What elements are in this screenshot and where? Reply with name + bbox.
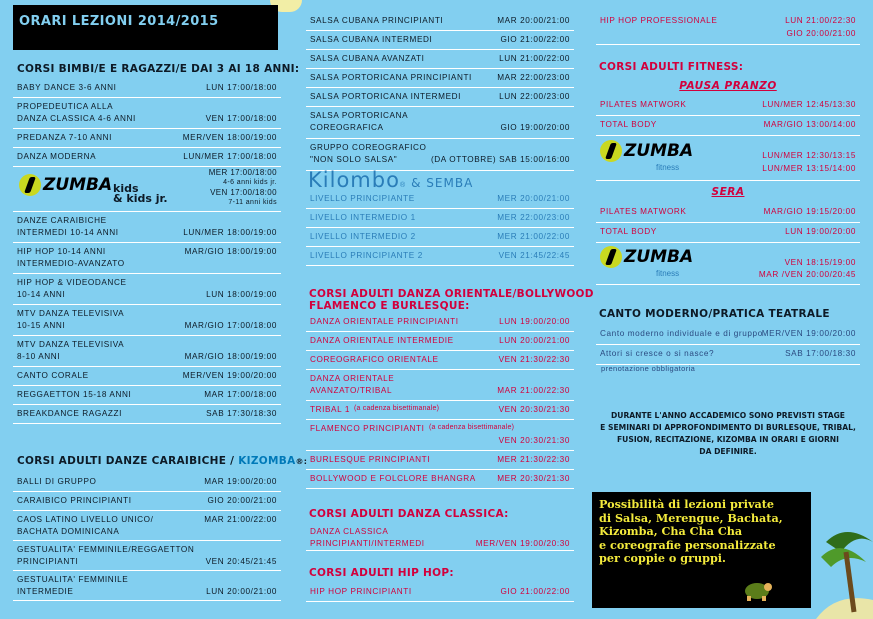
kids-schedule: [13, 79, 281, 167]
course-time: LUN/MER 18:00/19:00: [183, 228, 277, 237]
course-label: BREAKDANCE RAGAZZI: [17, 409, 122, 418]
schedule-row: [13, 386, 281, 405]
course-label: Canto moderno individuale e di gruppo: [600, 329, 763, 338]
schedule-row: [13, 405, 281, 424]
schedule-row: [13, 305, 281, 336]
course-time: VEN 21:45/22:45: [498, 251, 570, 260]
course-label: MTV DANZA TELEVISIVA: [17, 340, 125, 349]
schedule-row: [13, 473, 281, 492]
course-time: LUN 20:00/21:00: [206, 587, 277, 596]
course-label: COREOGRAFICO ORIENTALE: [310, 355, 439, 364]
schedule-row: [306, 247, 574, 266]
classica-label-1: DANZA CLASSICA: [310, 527, 389, 536]
schedule-row: [13, 336, 281, 367]
stage-line: DA DEFINIRE.: [699, 447, 757, 456]
kilombo-schedule: [306, 190, 574, 266]
course-label: CARAIBICO PRINCIPIANTI: [17, 496, 132, 505]
schedule-row: [13, 274, 281, 305]
hiphop-pro-label: HIP HOP PROFESSIONALE: [600, 16, 718, 25]
section-title-classica: CORSI ADULTI DANZA CLASSICA:: [309, 508, 509, 520]
prenotazione-note: prenotazione obbligatoria: [601, 364, 696, 373]
course-time: MER/VEN 18:00/19:00: [182, 133, 277, 142]
schedule-row: [306, 451, 574, 470]
course-time: GIO 19:00/20:00: [500, 123, 570, 132]
course-label: 8-10 ANNI: [17, 352, 61, 361]
course-label: DANZA ORIENTALE PRINCIPIANTI: [310, 317, 459, 326]
course-time: MER/VEN 19:00/20:00: [182, 371, 277, 380]
caraibiche-schedule: [13, 473, 281, 601]
course-time: VEN 20:45/21:45: [205, 557, 277, 566]
hiphop-pro-time-2: GIO 20:00/21:00: [786, 29, 856, 38]
course-time: MAR/GIO 18:00/19:00: [184, 247, 277, 256]
course-label: BOLLYWOOD E FOLCLORE BHANGRA: [310, 474, 476, 483]
course-label: 10-14 ANNI: [17, 290, 66, 299]
zumba1-time-2: LUN/MER 13:15/14:00: [762, 164, 856, 173]
course-time: SAB 17:00/18:30: [785, 349, 856, 358]
section-title-hiphop: CORSI ADULTI HIP HOP:: [309, 567, 454, 579]
page-title: ORARI LEZIONI 2014/2015: [19, 14, 219, 29]
zumba-fitness-sub: fitness: [656, 163, 680, 172]
schedule-row: [306, 69, 574, 88]
stage-line: E SEMINARI DI APPROFONDIMENTO DI BURLESQUE, TRIBAL,: [600, 423, 856, 432]
course-label: REGGAETTON 15-18 ANNI: [17, 390, 132, 399]
oriental-schedule: [306, 313, 574, 489]
schedule-row: [596, 345, 860, 365]
sera-schedule: [596, 203, 860, 243]
course-label: Attori si cresce o si nasce?: [600, 349, 715, 358]
zumba-kids-label: kids & kids jr.: [113, 182, 168, 205]
section-title-fitness: CORSI ADULTI FITNESS:: [599, 61, 744, 73]
hiphop-label: HIP HOP PRINCIPIANTI: [310, 587, 412, 596]
zumba2-time-1: VEN 18:15/19:00: [784, 258, 856, 267]
course-time: VEN 20:30/21:30: [498, 436, 570, 445]
schedule-row: [306, 401, 574, 420]
course-time: MAR 17:00/18:00: [204, 390, 277, 399]
zumba-logo-text: ZUMBA: [43, 175, 113, 195]
private-lessons-line: per coppie o gruppi.: [599, 551, 726, 565]
course-time: VEN 17:00/18:00: [205, 114, 277, 123]
course-time: MER/VEN 19:00/20:00: [761, 329, 856, 338]
course-time: GIO 21:00/22:00: [500, 35, 570, 44]
zumba-kids-block: [13, 166, 281, 212]
schedule-row: [13, 243, 281, 274]
schedule-row: [306, 470, 574, 489]
schedule-row: [306, 190, 574, 209]
course-time: LUN 19:00/20:00: [785, 227, 856, 236]
course-label: PROPEDEUTICA ALLA: [17, 102, 114, 111]
schedule-row: [306, 370, 574, 401]
schedule-row: [306, 50, 574, 69]
course-label: SALSA PORTORICANA INTERMEDI: [310, 92, 462, 101]
schedule-row: [306, 12, 574, 31]
hiphop-pro-row: [596, 12, 860, 45]
course-label: AVANZATO/TRIBAL: [310, 386, 393, 395]
zumba-fitness-block-2: [596, 242, 860, 285]
schedule-row: [596, 325, 860, 345]
course-time: MER 22:00/23:00: [497, 213, 570, 222]
schedule-row: [596, 223, 860, 243]
zumba-kids-age-2: 7-11 anni kids: [228, 199, 277, 206]
schedule-row: [306, 88, 574, 107]
course-time: MAR/GIO 13:00/14:00: [763, 120, 856, 129]
turtle-icon: [740, 576, 774, 602]
schedule-row: [306, 351, 574, 370]
course-label: LIVELLO PRINCIPIANTE: [310, 194, 415, 203]
course-label: DANZA ORIENTALE: [310, 374, 395, 383]
course-label: PILATES MATWORK: [600, 100, 687, 109]
private-lessons-line: Kizomba, Cha Cha Cha: [599, 524, 743, 538]
course-label: MTV DANZA TELEVISIVA: [17, 309, 125, 318]
zumba1-time-1: LUN/MER 12:30/13:15: [762, 151, 856, 160]
sera-heading: SERA: [711, 186, 745, 198]
course-label: HIP HOP 10-14 ANNI: [17, 247, 106, 256]
schedule-row: [306, 209, 574, 228]
schedule-row: [13, 571, 281, 601]
course-label: PILATES MATWORK: [600, 207, 687, 216]
course-time: MAR/GIO 17:00/18:00: [184, 321, 277, 330]
pausa-schedule: [596, 96, 860, 136]
schedule-row: [306, 228, 574, 247]
course-label: 10-15 ANNI: [17, 321, 66, 330]
course-label: CAOS LATINO LIVELLO UNICO/: [17, 515, 154, 524]
course-label: PREDANZA 7-10 ANNI: [17, 133, 112, 142]
zumba-logo-icon: [19, 174, 41, 196]
schedule-row: [306, 420, 574, 451]
course-time: MER 21:30/22:30: [497, 455, 570, 464]
schedule-row: [306, 332, 574, 351]
salsa-schedule: [306, 12, 574, 171]
course-label: LIVELLO INTERMEDIO 2: [310, 232, 416, 241]
zumba-logo-text: ZUMBA: [624, 141, 694, 161]
course-label: LIVELLO PRINCIPIANTE 2: [310, 251, 423, 260]
schedule-row: [306, 313, 574, 332]
course-time: LUN 21:00/22:00: [499, 54, 570, 63]
kilombo-logo: Kilombo ® & SEMBA: [308, 168, 474, 192]
course-label: DANZA ORIENTALE INTERMEDIE: [310, 336, 454, 345]
course-label: SALSA CUBANA INTERMEDI: [310, 35, 433, 44]
zumba-fitness-block-1: [596, 134, 860, 181]
course-label: INTERMEDIE: [17, 587, 74, 596]
stage-line: FUSION, RECITAZIONE, KIZOMBA IN ORARI E GIORNI: [617, 435, 839, 444]
course-label: DANZA MODERNA: [17, 152, 97, 161]
hiphop-time: GIO 21:00/22:00: [500, 587, 570, 596]
course-note: (a cadenza bisettimanale): [429, 424, 515, 431]
kids-schedule-2: [13, 212, 281, 424]
course-label: TOTAL BODY: [600, 120, 657, 129]
schedule-row: [13, 79, 281, 98]
private-lessons-line: di Salsa, Merengue, Bachata,: [599, 510, 783, 525]
section-title-kids: CORSI BIMBI/E E RAGAZZI/E DAI 3 AI 18 ANNI:: [17, 63, 300, 75]
classica-label-2: PRINCIPIANTI/INTERMEDI: [310, 539, 425, 548]
zumba-kids-age-1: 4-6 anni kids jr.: [223, 179, 277, 186]
schedule-row: [306, 107, 574, 139]
zumba-kids-time-1: MER 17:00/18:00: [208, 168, 277, 177]
course-label: BURLESQUE PRINCIPIANTI: [310, 455, 431, 464]
classica-time: MER/VEN 19:00/20:30: [475, 539, 570, 548]
schedule-row: [13, 511, 281, 541]
course-label: SALSA CUBANA PRINCIPIANTI: [310, 16, 444, 25]
schedule-row: [13, 98, 281, 129]
stage-line: DURANTE L'ANNO ACCADEMICO SONO PREVISTI STAGE: [610, 411, 845, 420]
zumba-kids-time-2: VEN 17:00/18:00: [210, 188, 277, 197]
course-label: BACHATA DOMINICANA: [17, 527, 120, 536]
course-label: INTERMEDIO-AVANZATO: [17, 259, 125, 268]
schedule-row: [596, 203, 860, 223]
course-label: FLAMENCO PRINCIPIANTI: [310, 424, 425, 433]
section-title-caraibiche: CORSI ADULTI DANZE CARAIBICHE / KIZOMBA®:: [17, 455, 308, 467]
course-time: MER 21:00/22:00: [497, 232, 570, 241]
course-label: BALLI DI GRUPPO: [17, 477, 97, 486]
course-label: GRUPPO COREOGRAFICO: [310, 143, 427, 152]
canto-schedule: [596, 325, 860, 365]
course-time: (DA OTTOBRE) SAB 15:00/16:00: [430, 155, 570, 164]
pausa-pranzo-heading: PAUSA PRANZO: [679, 80, 777, 92]
schedule-row: [596, 96, 860, 116]
course-label: SALSA PORTORICANA: [310, 111, 409, 120]
schedule-row: [596, 116, 860, 136]
schedule-row: [13, 129, 281, 148]
course-time: LUN 22:00/23:00: [499, 92, 570, 101]
course-label: DANZE CARAIBICHE: [17, 216, 107, 225]
schedule-row: [13, 148, 281, 167]
private-lessons-line: e coreografie personalizzate: [599, 537, 776, 552]
course-label: PRINCIPIANTI: [17, 557, 79, 566]
schedule-row: [13, 492, 281, 511]
course-time: MAR/GIO 18:00/19:00: [184, 352, 277, 361]
course-label: SALSA CUBANA AVANZATI: [310, 54, 425, 63]
course-label: BABY DANCE 3-6 ANNI: [17, 83, 117, 92]
course-label: TOTAL BODY: [600, 227, 657, 236]
course-time: MAR 21:00/22:30: [497, 386, 570, 395]
course-time: LUN/MER 12:45/13:30: [762, 100, 856, 109]
course-label: LIVELLO INTERMEDIO 1: [310, 213, 416, 222]
private-lessons-box: [592, 492, 811, 608]
course-time: MAR 22:00/23:00: [497, 73, 570, 82]
hiphop-pro-time-1: LUN 21:00/22:30: [785, 16, 856, 25]
course-time: MER 20:00/21:00: [497, 194, 570, 203]
course-time: MAR/GIO 19:15/20:00: [763, 207, 856, 216]
course-time: LUN 17:00/18:00: [206, 83, 277, 92]
course-time: LUN 18:00/19:00: [206, 290, 277, 299]
course-label: HIP HOP & VIDEODANCE: [17, 278, 127, 287]
course-time: MAR 19:00/20:00: [204, 477, 277, 486]
course-label: INTERMEDI 10-14 ANNI: [17, 228, 119, 237]
schedule-row: [13, 367, 281, 386]
course-time: MAR 21:00/22:00: [204, 515, 277, 524]
schedule-row: [13, 541, 281, 571]
zumba2-time-2: MAR /VEN 20:00/20:45: [758, 270, 856, 279]
schedule-row: [306, 139, 574, 171]
course-time: SAB 17:30/18:30: [206, 409, 277, 418]
course-label: GESTUALITA' FEMMINILE/REGGAETTON: [17, 545, 195, 554]
zumba-logo-icon: [600, 140, 622, 162]
course-time: LUN 20:00/21:00: [499, 336, 570, 345]
course-label: CANTO CORALE: [17, 371, 89, 380]
course-label: SALSA PORTORICANA PRINCIPIANTI: [310, 73, 472, 82]
hiphop-row: [306, 583, 574, 602]
course-time: LUN 19:00/20:00: [499, 317, 570, 326]
course-label: COREOGRAFICA: [310, 123, 384, 132]
zumba-logo-text: ZUMBA: [624, 247, 694, 267]
course-label: "NON SOLO SALSA": [310, 155, 398, 164]
private-lessons-line: Possibilità di lezioni private: [599, 497, 774, 511]
section-title-oriental: CORSI ADULTI DANZA ORIENTALE/BOLLYWOOD FLAMENCO E BURLESQUE:: [309, 288, 594, 312]
schedule-row: [306, 31, 574, 50]
section-title-canto: CANTO MODERNO/PRATICA TEATRALE: [599, 308, 830, 320]
stage-info: [596, 410, 860, 458]
zumba-fitness-sub: fitness: [656, 269, 680, 278]
course-time: MER 20:30/21:30: [497, 474, 570, 483]
course-time: VEN 20:30/21:30: [498, 405, 570, 414]
course-time: GIO 20:00/21:00: [207, 496, 277, 505]
course-note: (a cadenza bisettimanale): [354, 405, 440, 412]
course-time: MAR 20:00/21:00: [497, 16, 570, 25]
course-time: VEN 21:30/22:30: [498, 355, 570, 364]
course-time: LUN/MER 17:00/18:00: [183, 152, 277, 161]
zumba-logo-icon: [600, 246, 622, 268]
course-label: DANZA CLASSICA 4-6 ANNI: [17, 114, 136, 123]
course-label: GESTUALITA' FEMMINILE: [17, 575, 129, 584]
title-box: [13, 5, 278, 50]
classica-row: [306, 524, 574, 551]
course-label: TRIBAL 1: [310, 405, 350, 414]
schedule-row: [13, 212, 281, 243]
